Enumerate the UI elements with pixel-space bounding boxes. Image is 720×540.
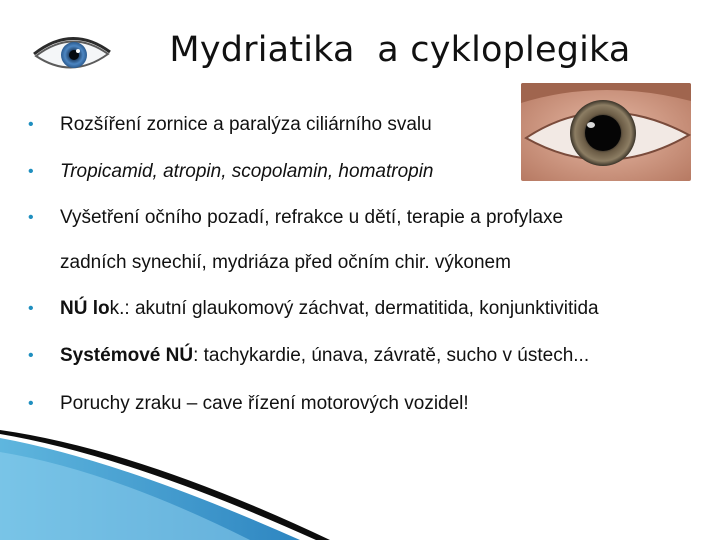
bullet-3-continuation: zadních synechií, mydriáza před očním chir. výkonem [60,252,511,273]
bullet-6 [28,392,469,416]
eye-photo [521,83,691,181]
bullet-icon: • [28,347,34,364]
bullet-icon: • [28,300,34,317]
decorative-wave [0,430,720,540]
bullet-2-text: Tropicamid, atropin, scopolamin, homatropin [60,161,434,182]
bullet-4-bold: NÚ lo [60,298,110,319]
bullet-5-bold: Systémové NÚ [60,345,194,366]
bullet-3 [28,206,563,230]
bullet-5-text: : tachykardie, únava, závratě, sucho v ústech... [193,345,590,366]
bullet-icon: • [28,163,34,180]
bullet-2 [28,160,434,184]
bullet-4 [28,297,599,321]
bullet-1 [28,113,432,137]
bullet-4-text: k.: akutní glaukomový záchvat, dermatitida, konjunktivitida [109,298,599,319]
bullet-icon: • [28,116,34,133]
bullet-5 [28,344,589,368]
slide-title: Mydriatika a cykloplegika [169,30,631,70]
bullet-3-text-line1: Vyšetření očního pozadí, refrakce u dětí, terapie a profylaxe [60,207,564,228]
eye-logo-icon [32,30,112,80]
bullet-6-text: Poruchy zraku – cave řízení motorových vozidel! [60,393,469,414]
bullet-icon: • [28,395,34,412]
bullet-icon: • [28,209,34,226]
bullet-1-text: Rozšíření zornice a paralýza ciliárního svalu [60,114,432,135]
